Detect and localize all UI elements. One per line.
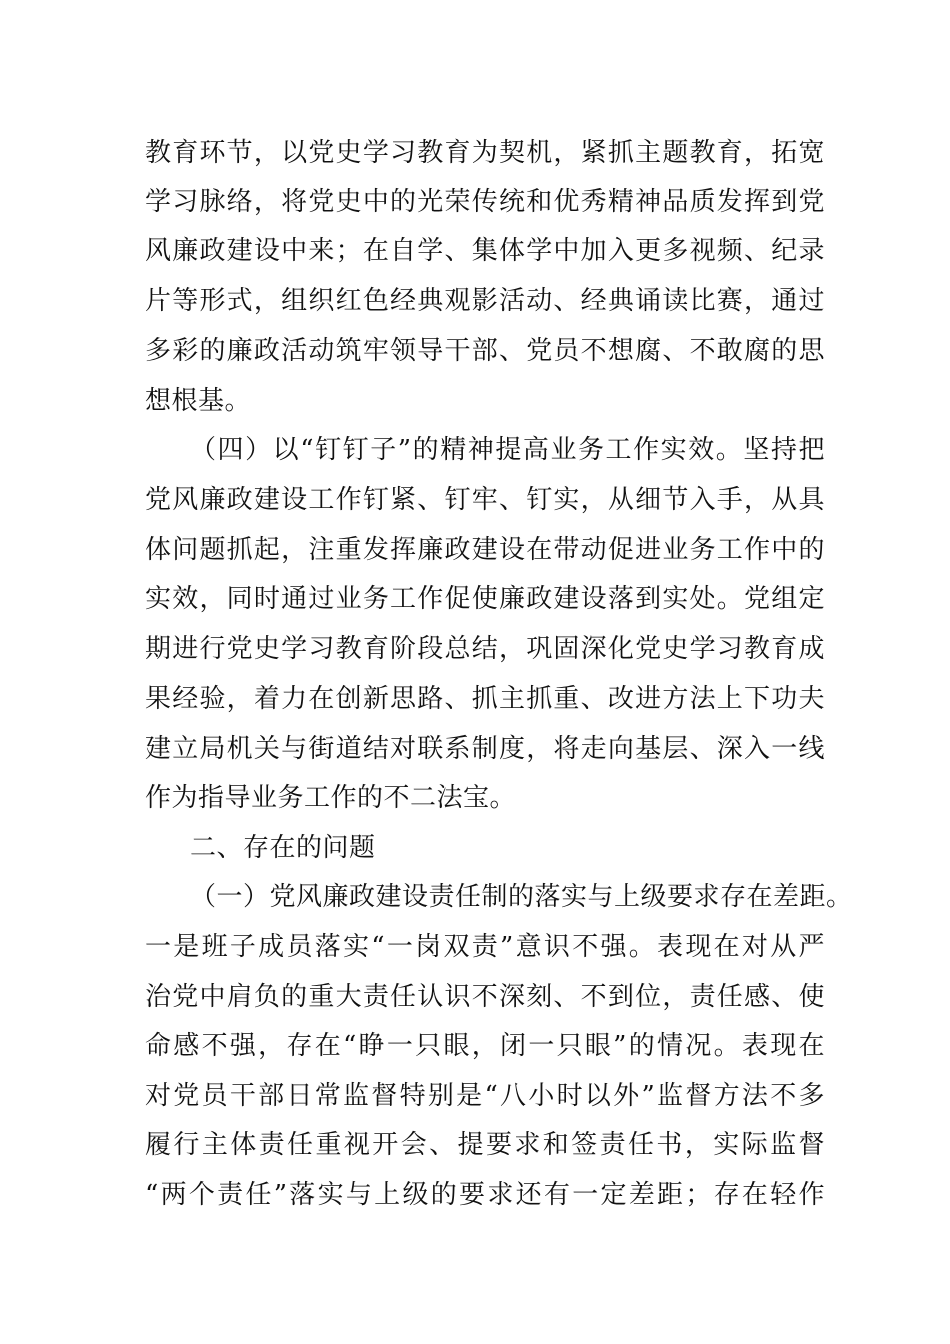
text-line-8: 党风廉政建设工作钉紧、钉牢、钉实，从细节入手，从具	[145, 485, 825, 515]
text-line-2: 学习脉络，将党史中的光荣传统和优秀精神品质发挥到党	[145, 187, 825, 217]
text-line-21: 履行主体责任重视开会、提要求和签责任书，实际监督	[145, 1130, 825, 1160]
text-line-16: （一）党风廉政建设责任制的落实与上级要求存在差距。	[190, 882, 853, 912]
text-line-13: 建立局机关与街道结对联系制度，将走向基层、深入一线	[145, 734, 825, 764]
text-line-1: 教育环节，以党史学习教育为契机，紧抓主题教育，拓宽	[145, 138, 825, 168]
text-line-4: 片等形式，组织红色经典观影活动、经典诵读比赛，通过	[145, 286, 825, 316]
text-line-14: 作为指导业务工作的不二法宝。	[145, 783, 517, 813]
text-line-11: 期进行党史学习教育阶段总结，巩固深化党史学习教育成	[145, 634, 825, 664]
text-line-17: 一是班子成员落实“一岗双责”意识不强。表现在对从严	[145, 932, 825, 962]
text-line-18: 治党中肩负的重大责任认识不深刻、不到位，责任感、使	[145, 982, 825, 1012]
text-line-9: 体问题抓起，注重发挥廉政建设在带动促进业务工作中的	[145, 535, 825, 565]
text-line-3: 风廉政建设中来；在自学、集体学中加入更多视频、纪录	[145, 236, 825, 266]
text-line-10: 实效，同时通过业务工作促使廉政建设落到实处。党组定	[145, 584, 825, 614]
text-line-12: 果经验，着力在创新思路、抓主抓重、改进方法上下功夫	[145, 684, 825, 714]
text-line-20: 对党员干部日常监督特别是“八小时以外”监督方法不多	[145, 1081, 825, 1111]
text-line-22: “两个责任”落实与上级的要求还有一定差距；存在轻作	[145, 1180, 825, 1210]
text-line-7: （四）以“钉钉子”的精神提高业务工作实效。坚持把	[190, 435, 825, 465]
text-line-19: 命感不强，存在“睁一只眼，闭一只眼”的情况。表现在	[145, 1031, 825, 1061]
text-line-5: 多彩的廉政活动筑牢领导干部、党员不想腐、不敢腐的思	[145, 336, 825, 366]
section-heading: 二、存在的问题	[190, 833, 376, 863]
text-line-6: 想根基。	[145, 386, 252, 416]
